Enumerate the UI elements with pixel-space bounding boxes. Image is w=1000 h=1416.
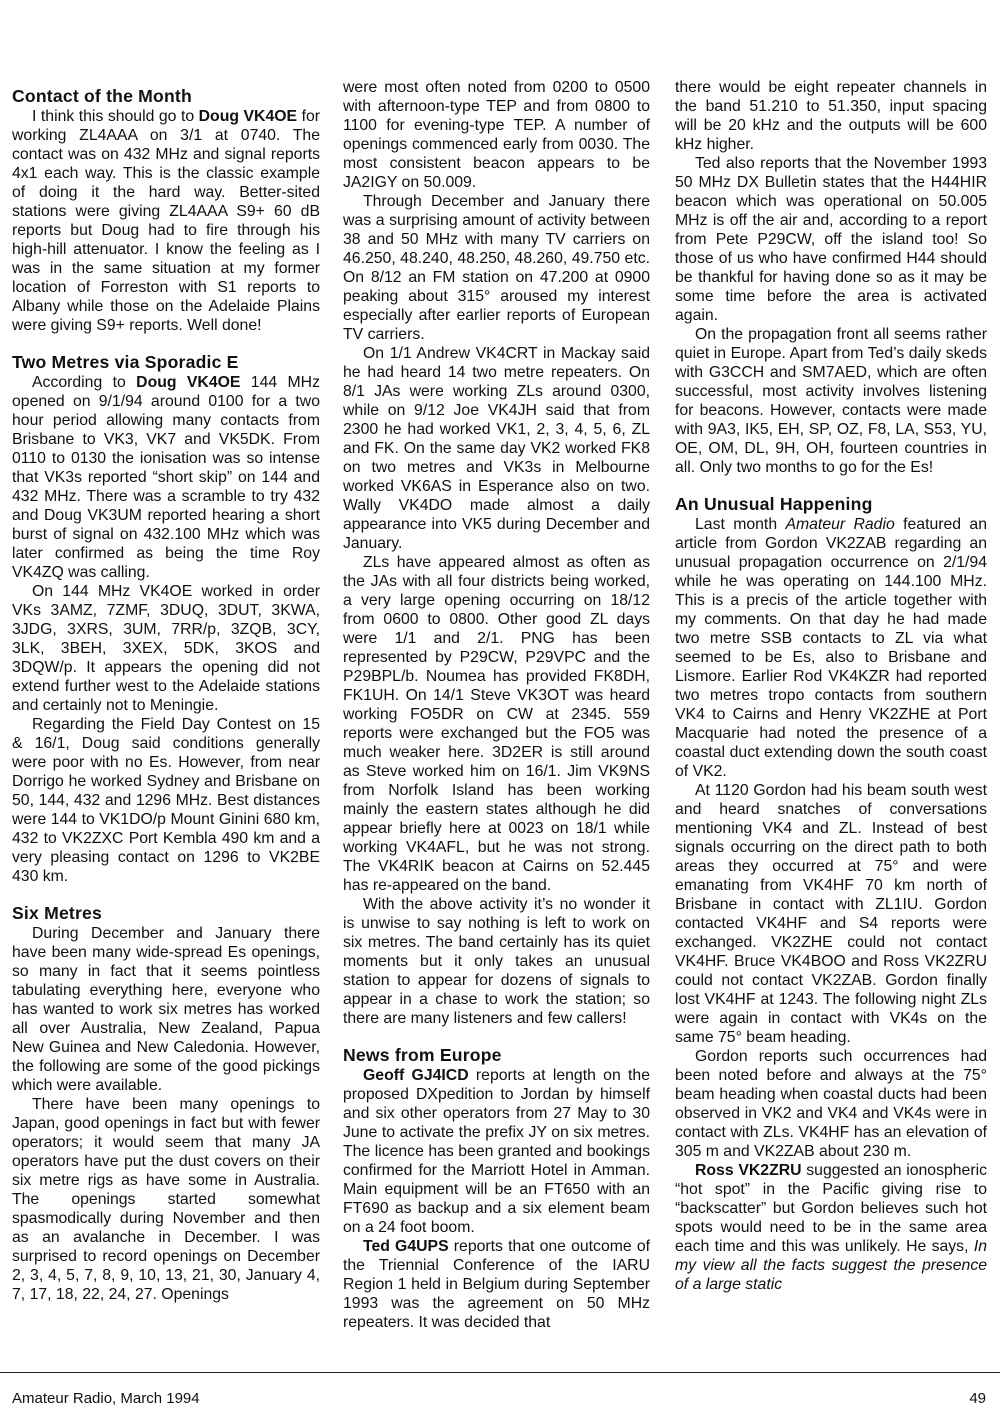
column-2	[343, 78, 650, 1332]
paragraph: there would be eight repeater channels in the band 51.210 to 51.350, input spacing will be 20 kHz and the outputs will be 600 kHz higher.	[675, 79, 987, 153]
column-3	[675, 78, 987, 1294]
heading-an-unusual-happening: An Unusual Happening	[675, 494, 873, 514]
paragraph: With the above activity it’s no wonder it is unwise to say nothing is left to work on six metres. The band certainly has its quiet moments but it only takes an unusual station to appear for dozens of signals to appear in a chase to work the station; so there are many listeners and few callers!	[343, 896, 650, 1027]
heading-two-metres-via-sporadic-e: Two Metres via Sporadic E	[12, 352, 239, 372]
paragraph: Ross VK2ZRU suggested an ionospheric “hot spot” in the Pacific giving rise to “backscatter” but Gordon believes such hot spots would need to be in the same area each time and this was unlikely. He says, In my view all the facts suggest the presence of a large static	[675, 1162, 987, 1293]
footer-rule	[0, 1372, 1000, 1373]
paragraph: I think this should go to Doug VK4OE for working ZL4AAA on 3/1 at 0740. The contact was on 432 MHz and signal reports 4x1 each way. This is the classic example of doing it the hard way. Better-sited stations were giving ZL4AAA S9+ 60 dB reports but Doug had to fire through his high-hill attenuator. I know the feeling as I was in the same situation at my former location of Forreston with S1 reports to Albany while those on the Adelaide Plains were giving S9+ reports. Well done!	[12, 108, 320, 334]
paragraph: Ted also reports that the November 1993 50 MHz DX Bulletin states that the H44HIR beacon which was operational on 50.005 MHz is off the air and, according to a report from Pete P29CW, off the island too! So those of us who have confirmed H44 should be thankful for having done so as it may be some time before the area is activated again.	[675, 155, 987, 324]
paragraph: Through December and January there was a surprising amount of activity between 38 and 50 MHz with many TV carriers on 46.250, 48.240, 48.250, 48.260, 49.750 etc. On 8/12 an FM station on 47.200 at 0900 peaking about 315° aroused my interest especially after earlier reports of European TV carriers.	[343, 193, 650, 343]
footer-page-number: 49	[969, 1390, 986, 1407]
paragraph: Last month Amateur Radio featured an article from Gordon VK2ZAB regarding an unusual propagation occurrence on 2/1/94 while he was operating on 144.100 MHz. This is a precis of the article together with my comments. On that day he had made two metre SSB contacts to ZL via what seemed to be Es, also to Brisbane and Lismore. Earlier Rod VK4KZR had reported two metres tropo contacts from southern VK4 to Cairns and Henry VK2ZHE at Port Macquarie had noted the presence of a coastal duct extending down the south coast of VK2.	[675, 516, 987, 780]
paragraph: Geoff GJ4ICD reports at length on the proposed DXpedition to Jordan by himself and six other operators from 27 May to 30 June to activate the prefix JY on six metres. The licence has been granted and bookings confirmed for the Marriott Hotel in Amman. Main equipment will be an FT650 with an FT690 as backup and a six element beam on a 24 foot boom.	[343, 1067, 650, 1236]
paragraph: On 1/1 Andrew VK4CRT in Mackay said he had heard 14 two metre repeaters. On 8/1 JAs were working ZLs around 0300, while on 9/12 Joe VK4JH said that from 2300 he had worked VK1, 2, 3, 4, 5, 6, ZL and FK. On the same day VK2 worked FK8 on two metres and VK3s in Melbourne worked VK6AS in Esperance also on two. Wally VK4DO made almost a daily appearance into VK5 during December and January.	[343, 345, 650, 552]
heading-six-metres: Six Metres	[12, 903, 103, 923]
paragraph: were most often noted from 0200 to 0500 with afternoon-type TEP and from 0800 to 1100 for evening-type TEP. A number of openings commenced early from 0030. The most consistent beacon appears to be JA2IGY on 50.009.	[343, 79, 650, 191]
heading-contact-of-the-month: Contact of the Month	[12, 86, 192, 106]
paragraph: During December and January there have been many wide-spread Es openings, so many in fact that it seems pointless tabulating everything here, everyone who has wanted to work six metres has worked all over Australia, New Zealand, Papua New Guinea and New Caledonia. However, the following are some of the good pickings which were available.	[12, 925, 320, 1094]
paragraph: Gordon reports such occurrences had been noted before and always at the 75° beam heading when coastal ducts had been observed in VK2 and VK4 and VK4s were in contact with ZLs. VK4HF has an elevation of 305 m and VK2ZAB about 230 m.	[675, 1048, 987, 1160]
paragraph: There have been many openings to Japan, good openings in fact but with fewer operators; it would seem that many JA operators have put the dust covers on their six metre rigs as have some in Australia. The openings started somewhat spasmodically during November and then as an avalanche in December. I was surprised to record openings on December 2, 3, 4, 5, 7, 8, 9, 10, 13, 21, 30, January 4, 7, 17, 18, 22, 24, 27. Openings	[12, 1096, 320, 1303]
footer-publication: Amateur Radio, March 1994	[12, 1390, 200, 1407]
paragraph: ZLs have appeared almost as often as the JAs with all four districts being worked, a very large opening occurring on 18/12 from 0600 to 0800. Other good ZL days were 1/1 and 2/1. PNG has been represented by P29CW, P29VPC and the P29BPL/b. Noumea has provided FK8DH, FK1UH. On 14/1 Steve VK3OT was heard working FO5DR on CW at 2345. 559 reports were exchanged but the FO5 was much weaker here. 3D2ER is still around as Steve worked him on 16/1. Jim VK9NS from Norfolk Island has been working mainly the eastern states although he did appear briefly here at 0023 on 18/1 while working VK4AFL, but he was not strong. The VK4RIK beacon at Cairns on 52.445 has re-appeared on the band.	[343, 554, 650, 894]
paragraph: On the propagation front all seems rather quiet in Europe. Apart from Ted’s daily skeds with G3CCH and SM7AED, which are often successful, most activity involves listening for beacons. However, contacts were made with 9A3, IK5, EH, SP, OZ, F8, LA, S53, YU, OE, OM, DL, 9H, OH, fourteen countries in all. Only two months to go for the Es!	[675, 326, 987, 476]
paragraph: According to Doug VK4OE 144 MHz opened on 9/1/94 around 0100 for a two hour period allowing many contacts from Brisbane to VK3, VK7 and VK5DK. From 0110 to 0130 the ionisation was so intense that VK3s reported “short skip” on 144 and 432 MHz. There was a scramble to try 432 and Doug VK3UM reported hearing a short burst of signal on 432.100 MHz which was later confirmed as being the time Roy VK4ZQ was calling.	[12, 374, 320, 581]
paragraph: On 144 MHz VK4OE worked in order VKs 3AMZ, 7ZMF, 3DUQ, 3DUT, 3KWA, 3JDG, 3XRS, 3UM, 7RR/p, 3ZQB, 3CY, 3LK, 3BEH, 3XEX, 5DK, 3KOS and 3DQW/p. It appears the opening did not extend further west to the Adelaide stations and certainly not to Meningie.	[12, 583, 320, 714]
paragraph: At 1120 Gordon had his beam south west and heard snatches of conversations mentioning VK4 and ZL. Instead of best signals occurring on the direct path to both areas they occurred at 75° and were emanating from VK4HF 70 km north of Brisbane in contact with ZL1IU. Gordon contacted VK4HF and S4 reports were exchanged. VK2ZHE could not contact VK4HF. Bruce VK4BOO and Ross VK2ZRU could not contact VK2ZAB. Gordon finally lost VK4HF at 1243. The following night ZLs were again in contact with VK4s on the same 75° beam heading.	[675, 782, 987, 1046]
paragraph: Ted G4UPS reports that one outcome of the Triennial Conference of the IARU Region 1 held in Belgium during September 1993 was the agreement on 50 MHz repeaters. It was decided that	[343, 1238, 651, 1331]
paragraph: Regarding the Field Day Contest on 15 & 16/1, Doug said conditions generally were poor with no Es. However, from near Dorrigo he worked Sydney and Brisbane on 50, 144, 432 and 1296 MHz. Best distances were 144 to VK1DO/p Mount Ginini 680 km, 432 to VK2ZXC Port Kembla 490 km and a very pleasing contact on 1296 to VK2BE 430 km.	[12, 716, 320, 885]
heading-news-from-europe: News from Europe	[343, 1045, 502, 1065]
column-1	[12, 78, 320, 1304]
